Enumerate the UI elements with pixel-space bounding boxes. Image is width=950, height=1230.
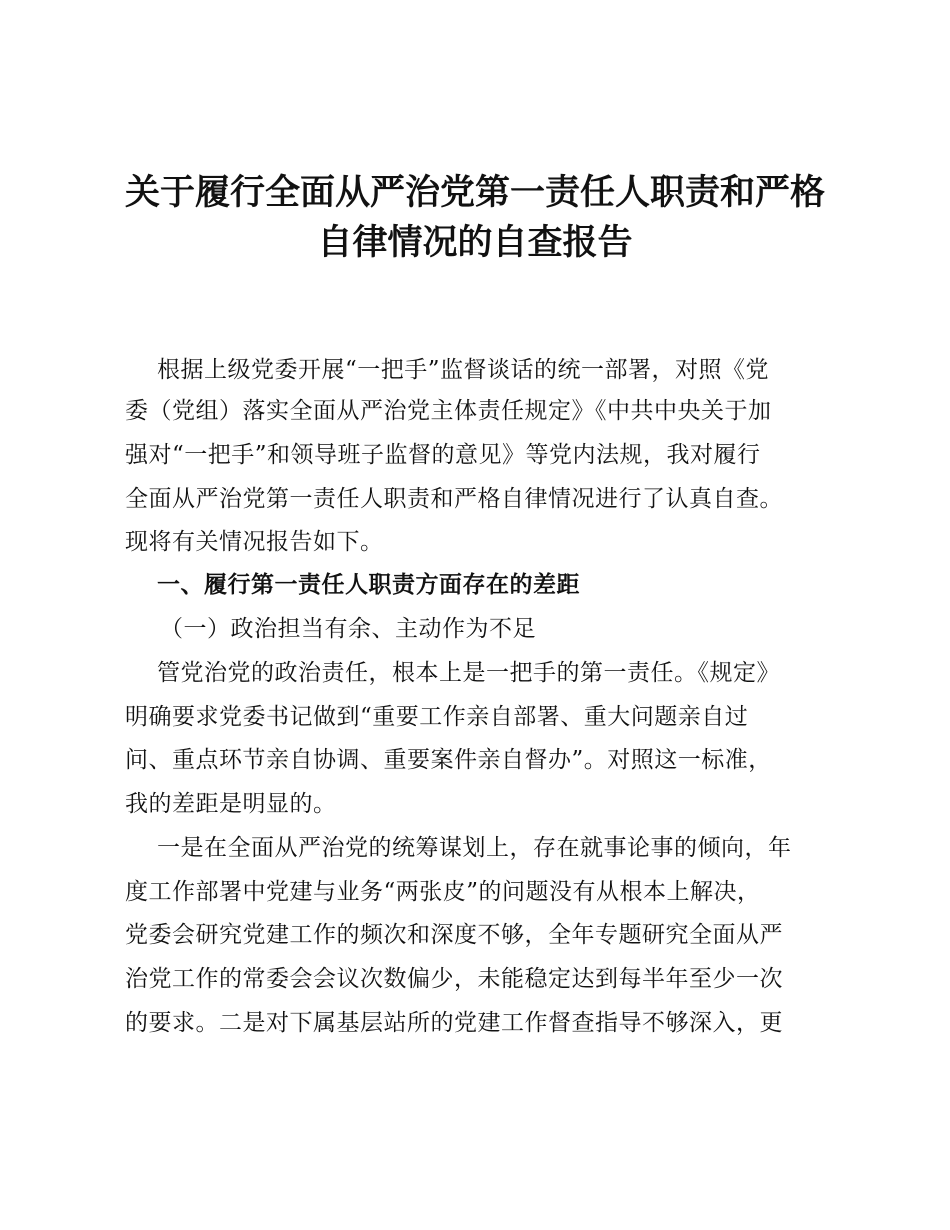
- paragraph-2-line-2: 明确要求党委书记做到“重要工作亲自部署、重大问题亲自过: [125, 704, 749, 730]
- paragraph-3-line-1: 一是在全面从严治党的统筹谋划上，存在就事论事的倾向，年: [157, 835, 792, 861]
- paragraph-1-line-3: 强对“一把手”和领导班子监督的意见》等党内法规，我对履行: [125, 442, 761, 468]
- paragraph-1-line-5: 现将有关情况报告如下。: [125, 529, 384, 555]
- section-heading-1: 一、履行第一责任人职责方面存在的差距: [157, 572, 580, 598]
- paragraph-2-line-4: 我的差距是明显的。: [125, 791, 337, 817]
- paragraph-3-line-3: 党委会研究党建工作的频次和深度不够，全年专题研究全面从严: [125, 922, 783, 948]
- document-title-line-2: 自律情况的自查报告: [317, 222, 633, 263]
- paragraph-3-line-2: 度工作部署中党建与业务“两张皮”的问题没有从根本上解决，: [125, 879, 761, 905]
- paragraph-3-line-4: 治党工作的常委会会议次数偏少，未能稳定达到每半年至少一次: [125, 966, 783, 992]
- paragraph-2-line-1: 管党治党的政治责任，根本上是一把手的第一责任。《规定》: [157, 660, 780, 686]
- document-title-line-1: 关于履行全面从严治党第一责任人职责和严格: [124, 172, 825, 213]
- subsection-heading-1: （一）政治担当有余、主动作为不足: [160, 616, 536, 642]
- paragraph-1-line-2: 委（党组）落实全面从严治党主体责任规定》《中共中央关于加: [125, 398, 772, 424]
- paragraph-1-line-4: 全面从严治党第一责任人职责和严格自律情况进行了认真自查。: [125, 486, 783, 512]
- paragraph-2-line-3: 问、重点环节亲自协调、重要案件亲自督办”。对照这一标准，: [125, 747, 772, 773]
- paragraph-3-line-5: 的要求。二是对下属基层站所的党建工作督查指导不够深入，更: [125, 1010, 783, 1036]
- paragraph-1-line-1: 根据上级党委开展“一把手”监督谈话的统一部署，对照《党: [157, 357, 770, 383]
